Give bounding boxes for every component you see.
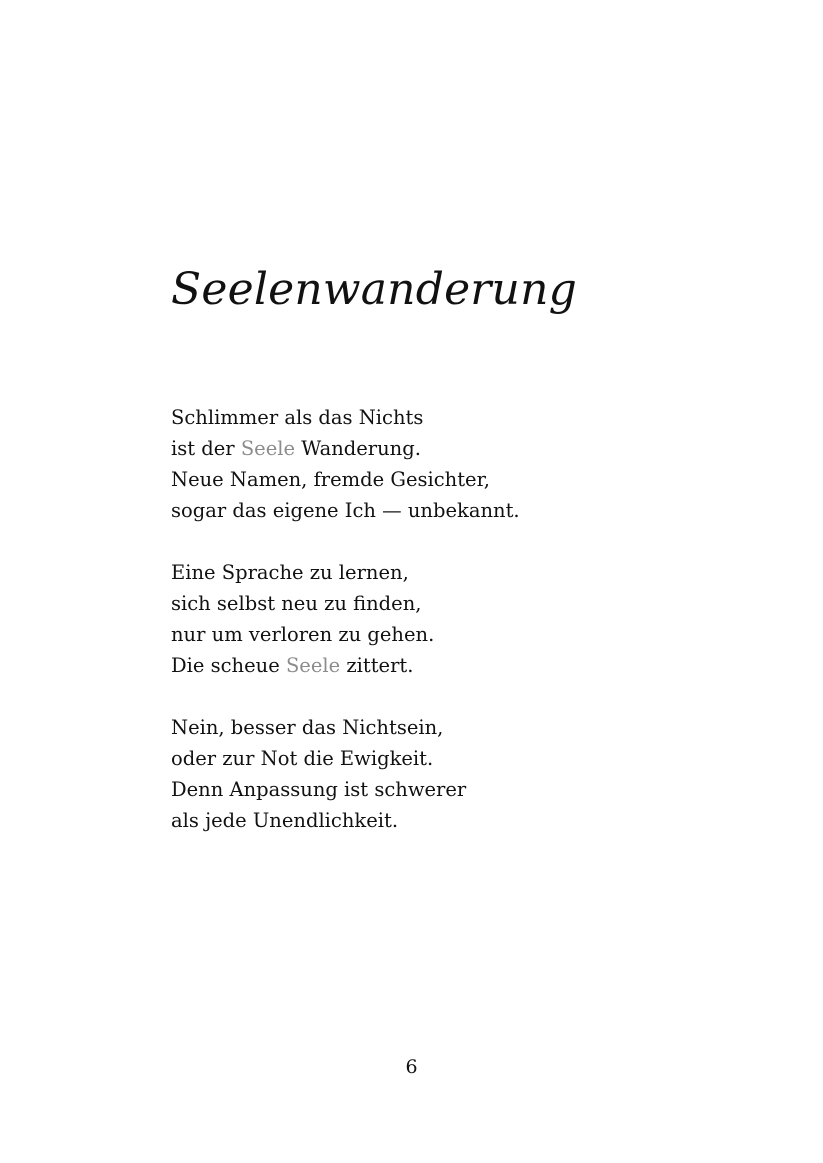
line-text: ist der — [171, 437, 241, 460]
line-text: Wanderung. — [295, 437, 421, 460]
poem-line — [171, 650, 731, 681]
highlighted-word: Seele — [285, 654, 341, 677]
poem-line — [171, 588, 731, 619]
line-text: sogar das eigene Ich — unbekannt. — [171, 499, 520, 522]
poem-line — [171, 433, 731, 464]
poem-line — [171, 557, 731, 588]
line-text: Nein, besser das Nichtsein, — [171, 716, 444, 739]
highlighted-word: Seele — [240, 437, 296, 460]
line-text: oder zur Not die Ewigkeit. — [171, 747, 434, 770]
poem-line — [171, 619, 731, 650]
line-text: zittert. — [340, 654, 414, 677]
poem-line — [171, 464, 731, 495]
line-text: Neue Namen, fremde Gesichter, — [171, 468, 490, 491]
page-number: 6 — [405, 1056, 418, 1078]
line-text: als jede Unendlichkeit. — [171, 809, 399, 832]
line-text: Denn Anpassung ist schwerer — [171, 778, 467, 801]
poem-line — [171, 743, 731, 774]
poem-line — [171, 712, 731, 743]
poem-title: Seelenwanderung — [171, 264, 577, 315]
poem-line — [171, 805, 731, 836]
stanza-3 — [171, 712, 731, 836]
poem-line — [171, 402, 731, 433]
line-text: sich selbst neu zu finden, — [171, 592, 422, 615]
poem-line — [171, 495, 731, 526]
stanza-2 — [171, 557, 731, 681]
line-text: Schlimmer als das Nichts — [171, 406, 424, 429]
line-text: Die scheue — [171, 654, 286, 677]
line-text: nur um verloren zu gehen. — [171, 623, 435, 646]
poem-body — [171, 402, 731, 867]
stanza-1 — [171, 402, 731, 526]
poem-line — [171, 774, 731, 805]
line-text: Eine Sprache zu lernen, — [171, 561, 409, 584]
